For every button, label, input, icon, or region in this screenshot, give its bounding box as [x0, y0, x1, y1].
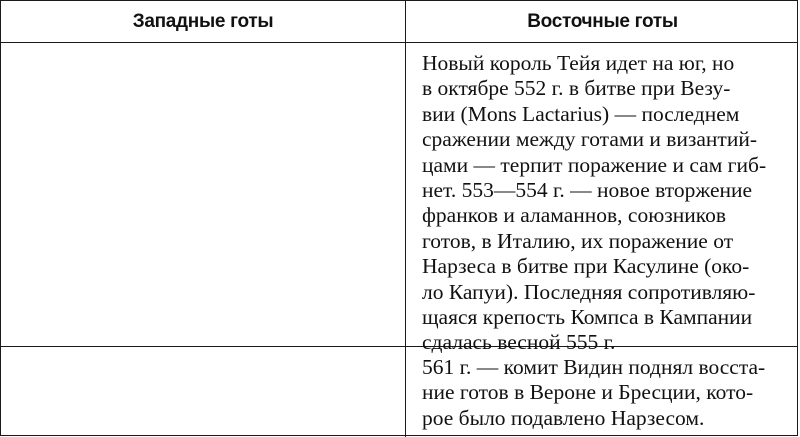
cell-western-goths: [1, 43, 406, 346]
text-line: сражении между готами и византий-: [422, 127, 757, 152]
cell-text: [406, 347, 799, 431]
text-line: Новый король Тейя идет на юг, но: [422, 51, 735, 75]
text-line: Нарзеса в битве при Касулине (око-: [422, 254, 750, 279]
text-line: в октябре 552 г. в битве при Везу-: [422, 76, 731, 101]
text-line: цами — терпит поражение и сам гиб-: [422, 152, 767, 177]
text-line: щаяся крепость Компса в Кампании: [422, 305, 753, 330]
text-line: вии (Mons Lactarius) — последнем: [422, 101, 740, 126]
text-line: франков и аламаннов, союзников: [422, 203, 727, 228]
table-header-row: [1, 1, 797, 43]
text-line: 561 г. — комит Видин поднял восста-: [422, 355, 766, 379]
table-row: [1, 43, 797, 355]
text-line: ние готов в Вероне и Бресции, кото-: [422, 380, 754, 405]
cell-text: [1, 43, 405, 51]
text-line: нет. 553—554 г. — новое вторжение: [422, 178, 753, 203]
cell-text: [406, 43, 799, 356]
cell-eastern-goths: [406, 43, 799, 355]
header-western-goths: Западные готы: [1, 1, 406, 42]
text-line: готов, в Италию, их поражение от: [422, 228, 734, 253]
text-line: рое было подавлено Нарзесом.: [422, 405, 705, 430]
header-eastern-goths: Восточные готы: [527, 11, 678, 32]
cell-text: [1, 347, 405, 355]
table-row: [1, 347, 797, 437]
text-line: ло Капуи). Последняя сопротивляю-: [422, 279, 756, 304]
cell-eastern-goths: [406, 347, 799, 437]
text-line: сдалась весной 555 г.: [422, 330, 616, 355]
cell-western-goths: [1, 347, 406, 437]
